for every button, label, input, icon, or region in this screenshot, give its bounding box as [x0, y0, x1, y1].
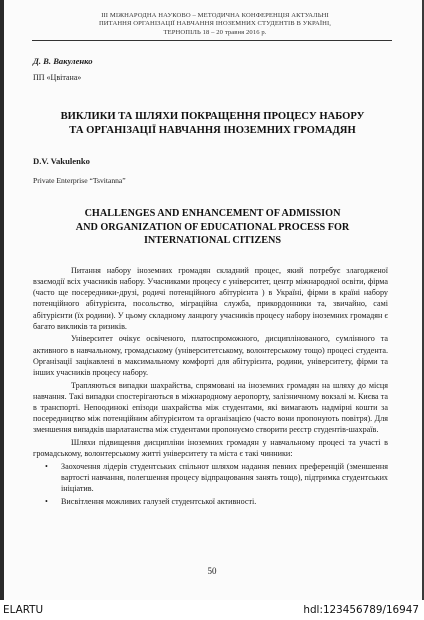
paragraph: Університет очікує освіченого, платоспроможного, дисциплінованого, сумлінного та активного в навчальному, громадському (університетському, волонтерському тощо) процесі студента. Організації зацікавлені в максимальному комфорті для абітурієнта, родини, університету, фірми та інших учасників процесу набору. [33, 334, 388, 377]
title-ua-line: ТА ОРГАНІЗАЦІЇ НАВЧАННЯ ІНОЗЕМНИХ ГРОМАДЯН [69, 125, 356, 136]
repository-footer [0, 600, 424, 620]
paragraph: Трапляються випадки шахрайства, спрямовані на іноземних громадян на шляху до місця навчання. Такі випадки спостерігаються в міжнародному аеропорту, залізничному вокзалі м. Києва та в транспорті. Непоодинокі епізоди шахрайства між студентами, які вимагають надмірні кошти за посередництво між потенційним абітурієнтом та організацією (часто вони пропонують повітря). Для зменшення випадків шарлатанства між студентами пропонуємо створити реєстр студентів-шахраїв. [33, 380, 388, 435]
running-header [40, 12, 390, 37]
title-en-line: INTERNATIONAL CITIZENS [143, 235, 282, 246]
running-header-line: ПИТАННЯ ОРГАНІЗАЦІЇ НАВЧАННЯ ІНОЗЕМНИХ СТУДЕНТІВ В УКРАЇНІ, [98, 20, 332, 28]
title-en-line: CHALLENGES AND ENHANCEMENT OF ADMISSION [84, 208, 341, 219]
page-left-edge [0, 0, 4, 600]
bullet-icon: • [45, 496, 48, 506]
running-header-line: ІІІ МІЖНАРОДНА НАУКОВО – МЕТОДИЧНА КОНФЕРЕНЦІЯ АКТУАЛЬНІ [101, 12, 329, 19]
list-item [45, 496, 388, 507]
factor-list [33, 461, 388, 507]
page-number: 50 [207, 566, 217, 576]
list-item-text: Заохочення лідерів студентських спільнот шляхом надання певних преференцій (зменшення вартості навчання, полегшення процесу відпрацювання занять тощо), підтримка студентських ініціатив. [61, 461, 388, 493]
body-text [33, 265, 388, 508]
running-header-line: ТЕРНОПІЛЬ 18 – 20 травня 2016 р. [163, 28, 267, 36]
repository-name[interactable]: ELARTU [3, 604, 44, 616]
paragraph: Питання набору іноземних громадян складний процес, який потребує злагодженої взаємодії всіх учасників набору. Учасниками процесу є університет, центр міжнародної освіти, фірма (часто ще посередники-друзі, родичі потенційного абітурієнта ) в Україні, фірми в країні набору потенційного абітурієнта, посольство, міграційна служба, прикордонники та, звичайно, самі абітурієнти (їх родини). У цьому складному ланцюгу учасників процесу набору іноземних громадян є багато викликів та ризиків. [33, 266, 388, 331]
title-ua [40, 110, 385, 138]
organization-en: Private Enterprise “Tsvitanna” [33, 176, 126, 185]
title-en [40, 207, 385, 248]
list-item-text: Висвітлення можливих галузей студентської активності. [61, 496, 257, 506]
title-ua-line: ВИКЛИКИ ТА ШЛЯХИ ПОКРАЩЕННЯ ПРОЦЕСУ НАБОРУ [60, 111, 365, 122]
author-ua: Д. В. Вакуленко [33, 56, 93, 66]
handle-identifier[interactable]: hdl:123456789/16947 [303, 604, 419, 616]
paragraph: Шляхи підвищення дисципліни іноземних громадян у навчальному процесі та участі в громадському, волонтерському житті університету та міста є такі чинники: [33, 437, 388, 458]
organization-ua: ПП «Цвітана» [33, 73, 82, 82]
list-item [45, 461, 388, 494]
author-en: D.V. Vakulenko [33, 156, 90, 166]
title-en-line: AND ORGANIZATION OF EDUCATIONAL PROCESS FOR [75, 221, 350, 233]
bullet-icon: • [45, 461, 48, 471]
header-divider [32, 40, 392, 41]
